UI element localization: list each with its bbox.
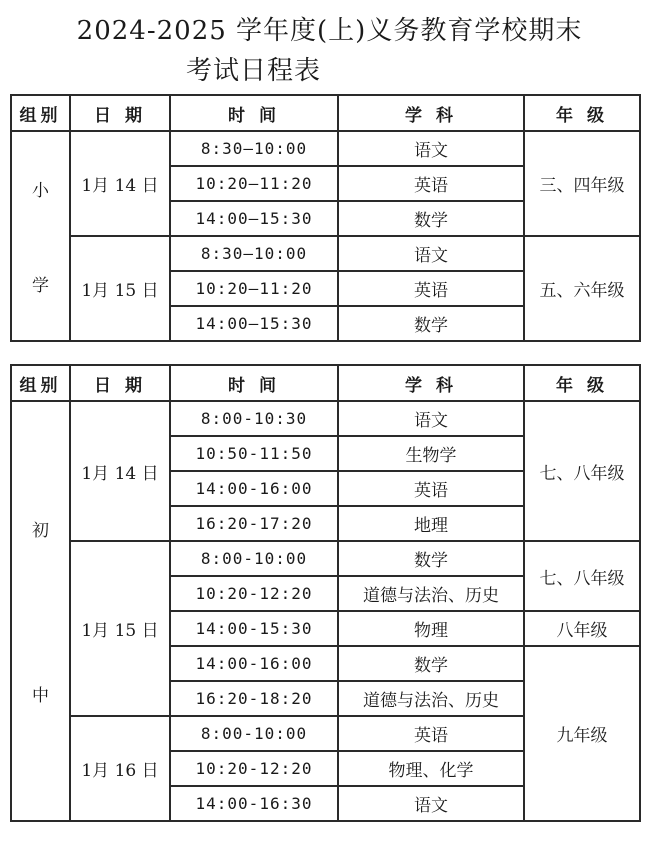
group-char: 小 <box>32 181 49 201</box>
table-row <box>11 401 640 436</box>
time-cell: 14:00-16:00 <box>170 646 338 681</box>
time-cell: 8:30—10:00 <box>170 131 338 166</box>
table-header-row <box>11 95 640 131</box>
subject-cell: 地理 <box>338 506 524 541</box>
time-cell: 14:00-16:00 <box>170 471 338 506</box>
header-grade: 年 级 <box>524 95 640 131</box>
date-cell: 1月 15 日 <box>70 236 170 341</box>
group-cell-primary <box>11 131 70 341</box>
header-time: 时 间 <box>170 365 338 401</box>
time-cell: 14:00—15:30 <box>170 201 338 236</box>
subject-cell: 道德与法治、历史 <box>338 576 524 611</box>
subject-cell: 数学 <box>338 646 524 681</box>
subject-cell: 数学 <box>338 306 524 341</box>
subject-cell: 英语 <box>338 166 524 201</box>
time-cell: 10:20-12:20 <box>170 576 338 611</box>
time-cell: 8:30—10:00 <box>170 236 338 271</box>
time-cell: 10:20-12:20 <box>170 751 338 786</box>
header-group: 组别 <box>11 95 70 131</box>
subject-cell: 英语 <box>338 716 524 751</box>
subject-cell: 数学 <box>338 201 524 236</box>
table-row <box>11 236 640 271</box>
grade-cell: 八年级 <box>524 611 640 646</box>
group-char: 中 <box>32 686 49 706</box>
subject-cell: 英语 <box>338 471 524 506</box>
date-cell: 1月 14 日 <box>70 131 170 236</box>
time-cell: 8:00-10:00 <box>170 716 338 751</box>
header-group: 组别 <box>11 365 70 401</box>
subject-cell: 生物学 <box>338 436 524 471</box>
time-cell: 16:20-18:20 <box>170 681 338 716</box>
subject-cell: 道德与法治、历史 <box>338 681 524 716</box>
header-date: 日 期 <box>70 365 170 401</box>
grade-cell: 七、八年级 <box>524 401 640 541</box>
header-subject: 学 科 <box>338 365 524 401</box>
grade-cell: 五、六年级 <box>524 236 640 341</box>
time-cell: 10:20—11:20 <box>170 271 338 306</box>
header-subject: 学 科 <box>338 95 524 131</box>
table-row <box>11 131 640 166</box>
time-cell: 16:20-17:20 <box>170 506 338 541</box>
date-cell: 1月 14 日 <box>70 401 170 541</box>
subject-cell: 数学 <box>338 541 524 576</box>
table-row <box>11 541 640 576</box>
junior-school-table <box>10 364 641 822</box>
grade-cell: 九年级 <box>524 646 640 821</box>
date-cell: 1月 16 日 <box>70 716 170 821</box>
header-time: 时 间 <box>170 95 338 131</box>
date-cell: 1月 15 日 <box>70 541 170 716</box>
grade-cell: 七、八年级 <box>524 541 640 611</box>
subject-cell: 英语 <box>338 271 524 306</box>
time-cell: 14:00—15:30 <box>170 306 338 341</box>
grade-cell: 三、四年级 <box>524 131 640 236</box>
time-cell: 8:00-10:00 <box>170 541 338 576</box>
subject-cell: 物理 <box>338 611 524 646</box>
group-cell-junior <box>11 401 70 821</box>
time-cell: 8:00-10:30 <box>170 401 338 436</box>
header-grade: 年 级 <box>524 365 640 401</box>
time-cell: 10:20—11:20 <box>170 166 338 201</box>
subject-cell: 语文 <box>338 236 524 271</box>
page-subtitle: 考试日程表 <box>185 56 321 86</box>
subject-cell: 语文 <box>338 131 524 166</box>
subject-cell: 语文 <box>338 786 524 821</box>
time-cell: 10:50-11:50 <box>170 436 338 471</box>
subject-cell: 物理、化学 <box>338 751 524 786</box>
time-cell: 14:00-16:30 <box>170 786 338 821</box>
subject-cell: 语文 <box>338 401 524 436</box>
time-cell: 14:00-15:30 <box>170 611 338 646</box>
header-date: 日 期 <box>70 95 170 131</box>
page-title: 2024-2025 学年度(上)义务教育学校期末 <box>76 16 583 46</box>
primary-school-table <box>10 94 641 342</box>
group-char: 学 <box>32 276 49 296</box>
group-char: 初 <box>32 521 49 541</box>
table-header-row <box>11 365 640 401</box>
